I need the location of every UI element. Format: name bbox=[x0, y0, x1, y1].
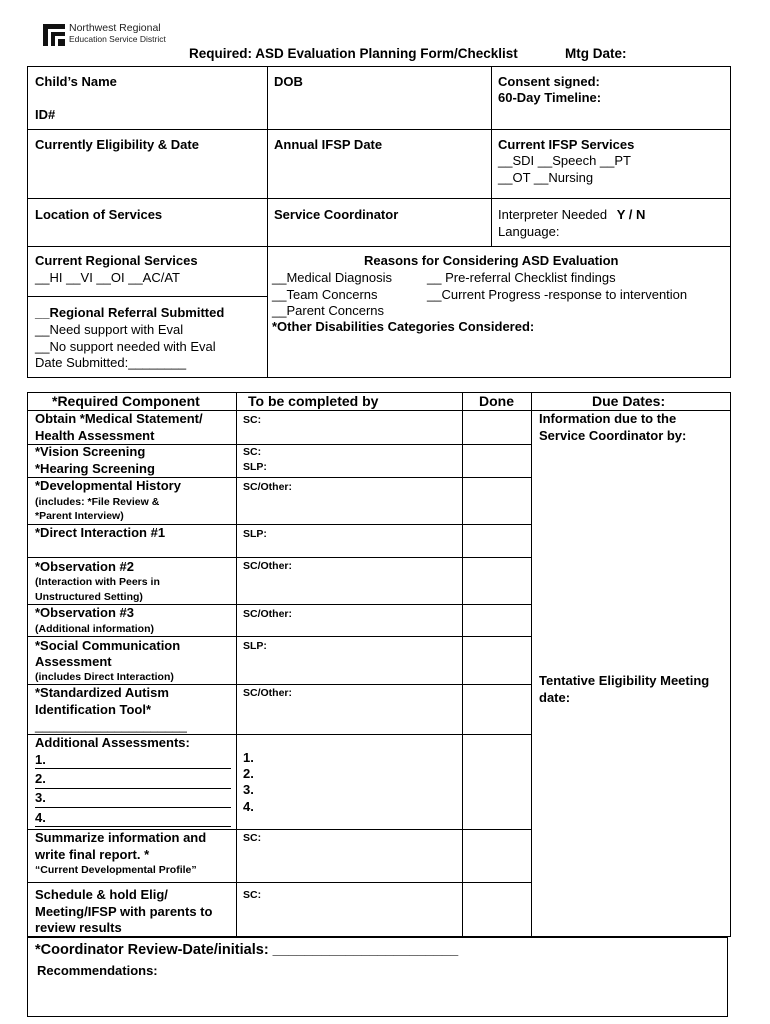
row-std-blank: _____________________ bbox=[35, 718, 187, 733]
interpreter-label: Interpreter Needed bbox=[498, 207, 608, 222]
interpreter-yn: Y / N bbox=[616, 207, 646, 222]
row-schedule-1: Schedule & hold Elig/ bbox=[35, 887, 168, 902]
consent-label: Consent signed: bbox=[498, 74, 600, 89]
recommendations-label: Recommendations: bbox=[37, 963, 158, 978]
annual-ifsp-label: Annual IFSP Date bbox=[274, 137, 383, 152]
other-disabilities: *Other Disabilities Categories Considered: bbox=[272, 319, 535, 334]
row-dev-history: *Developmental History bbox=[35, 478, 181, 493]
row-vision-by: SC: bbox=[243, 446, 262, 458]
reason-progress: __Current Progress -response to intervention bbox=[427, 287, 688, 302]
reason-medical: __Medical Diagnosis bbox=[272, 270, 392, 285]
regional-services-options: __HI __VI __OI __AC/AT bbox=[35, 270, 180, 285]
row-social-by: SLP: bbox=[243, 640, 267, 652]
id-label: ID# bbox=[35, 107, 56, 122]
reason-prereferral: __ Pre-referral Checklist findings bbox=[427, 270, 616, 285]
add-item-left-2: 2. bbox=[35, 771, 46, 786]
add-item-left-3: 3. bbox=[35, 790, 46, 805]
row-social-sub: (includes Direct Interaction) bbox=[35, 671, 174, 683]
row-additional: Additional Assessments: bbox=[35, 735, 190, 750]
ifsp-services-line-2: __OT __Nursing bbox=[498, 170, 594, 185]
row-obs3-by: SC/Other: bbox=[243, 608, 293, 620]
timeline-label: 60-Day Timeline: bbox=[498, 90, 602, 105]
logo-line-1: Northwest Regional bbox=[69, 22, 161, 34]
row-social-1: *Social Communication bbox=[35, 638, 181, 653]
row-dev-by: SC/Other: bbox=[243, 481, 293, 493]
add-item-right-1: 1. bbox=[243, 750, 254, 765]
coordinator-label: Service Coordinator bbox=[274, 207, 399, 222]
referral-need-support: __Need support with Eval bbox=[35, 322, 184, 337]
row-obs3-sub: (Additional information) bbox=[35, 623, 154, 635]
referral-no-support: __No support needed with Eval bbox=[35, 339, 216, 354]
row-hearing-by: SLP: bbox=[243, 461, 267, 473]
ifsp-services-title: Current IFSP Services bbox=[498, 137, 635, 152]
due-info-line-2: Service Coordinator by: bbox=[539, 428, 687, 443]
row-schedule-3: review results bbox=[35, 920, 122, 935]
row-direct: *Direct Interaction #1 bbox=[35, 525, 166, 540]
tentative-line-1: Tentative Eligibility Meeting bbox=[539, 673, 710, 688]
row-medical-2: Health Assessment bbox=[35, 428, 155, 443]
row-social-2: Assessment bbox=[35, 654, 112, 669]
tentative-line-2: date: bbox=[539, 690, 571, 705]
row-direct-by: SLP: bbox=[243, 528, 267, 540]
dob-label: DOB bbox=[274, 74, 303, 89]
row-std-1: *Standardized Autism bbox=[35, 685, 169, 700]
row-obs3: *Observation #3 bbox=[35, 605, 134, 620]
row-obs2-sub-1: (Interaction with Peers in bbox=[35, 576, 160, 588]
logo-line-2: Education Service District bbox=[69, 34, 166, 44]
row-schedule-by: SC: bbox=[243, 889, 262, 901]
form-title: Required: ASD Evaluation Planning Form/Checklist bbox=[189, 46, 518, 61]
row-obs2: *Observation #2 bbox=[35, 559, 134, 574]
reason-parent: __Parent Concerns bbox=[272, 303, 385, 318]
row-std-2: Identification Tool* bbox=[35, 702, 152, 717]
row-schedule-2: Meeting/IFSP with parents to bbox=[35, 904, 213, 919]
due-info-line-1: Information due to the bbox=[539, 411, 677, 426]
header-completed-by: To be completed by bbox=[248, 393, 379, 409]
row-summarize-sub: “Current Developmental Profile” bbox=[35, 864, 197, 876]
regional-services-title: Current Regional Services bbox=[35, 253, 198, 268]
row-vision: *Vision Screening bbox=[35, 444, 146, 459]
row-summarize-by: SC: bbox=[243, 832, 262, 844]
district-logo bbox=[43, 22, 193, 48]
referral-date: Date Submitted:________ bbox=[35, 355, 187, 370]
add-item-left-4: 4. bbox=[35, 810, 46, 825]
row-dev-sub-2: *Parent Interview) bbox=[35, 510, 124, 522]
logo-mark-icon bbox=[43, 24, 65, 46]
row-dev-sub-1: (includes: *File Review & bbox=[35, 496, 160, 508]
meeting-date-label: Mtg Date: bbox=[565, 46, 627, 61]
row-medical-by: SC: bbox=[243, 414, 262, 426]
interpreter-line bbox=[498, 207, 645, 224]
header-due-dates: Due Dates: bbox=[592, 393, 666, 409]
reason-team: __Team Concerns bbox=[272, 287, 378, 302]
row-medical-1: Obtain *Medical Statement/ bbox=[35, 411, 203, 426]
row-summarize-2: write final report. * bbox=[35, 847, 150, 862]
location-label: Location of Services bbox=[35, 207, 163, 222]
reasons-title: Reasons for Considering ASD Evaluation bbox=[364, 253, 619, 268]
row-std-by: SC/Other: bbox=[243, 687, 293, 699]
eligibility-label: Currently Eligibility & Date bbox=[35, 137, 199, 152]
add-item-right-2: 2. bbox=[243, 766, 254, 781]
row-summarize-1: Summarize information and bbox=[35, 830, 207, 845]
header-done: Done bbox=[479, 393, 514, 409]
add-item-left-1: 1. bbox=[35, 752, 46, 767]
referral-submitted: __Regional Referral Submitted bbox=[35, 305, 225, 320]
add-item-right-3: 3. bbox=[243, 782, 254, 797]
row-obs2-sub-2: Unstructured Setting) bbox=[35, 591, 143, 603]
ifsp-services-line-1: __SDI __Speech __PT bbox=[498, 153, 631, 168]
add-item-right-4: 4. bbox=[243, 799, 254, 814]
header-component: *Required Component bbox=[52, 393, 200, 409]
row-obs2-by: SC/Other: bbox=[243, 560, 293, 572]
childs-name-label: Child’s Name bbox=[35, 74, 117, 89]
row-hearing: *Hearing Screening bbox=[35, 461, 155, 476]
coordinator-review-label: *Coordinator Review-Date/initials: _______________________ bbox=[35, 942, 459, 958]
language-label: Language: bbox=[498, 224, 560, 239]
